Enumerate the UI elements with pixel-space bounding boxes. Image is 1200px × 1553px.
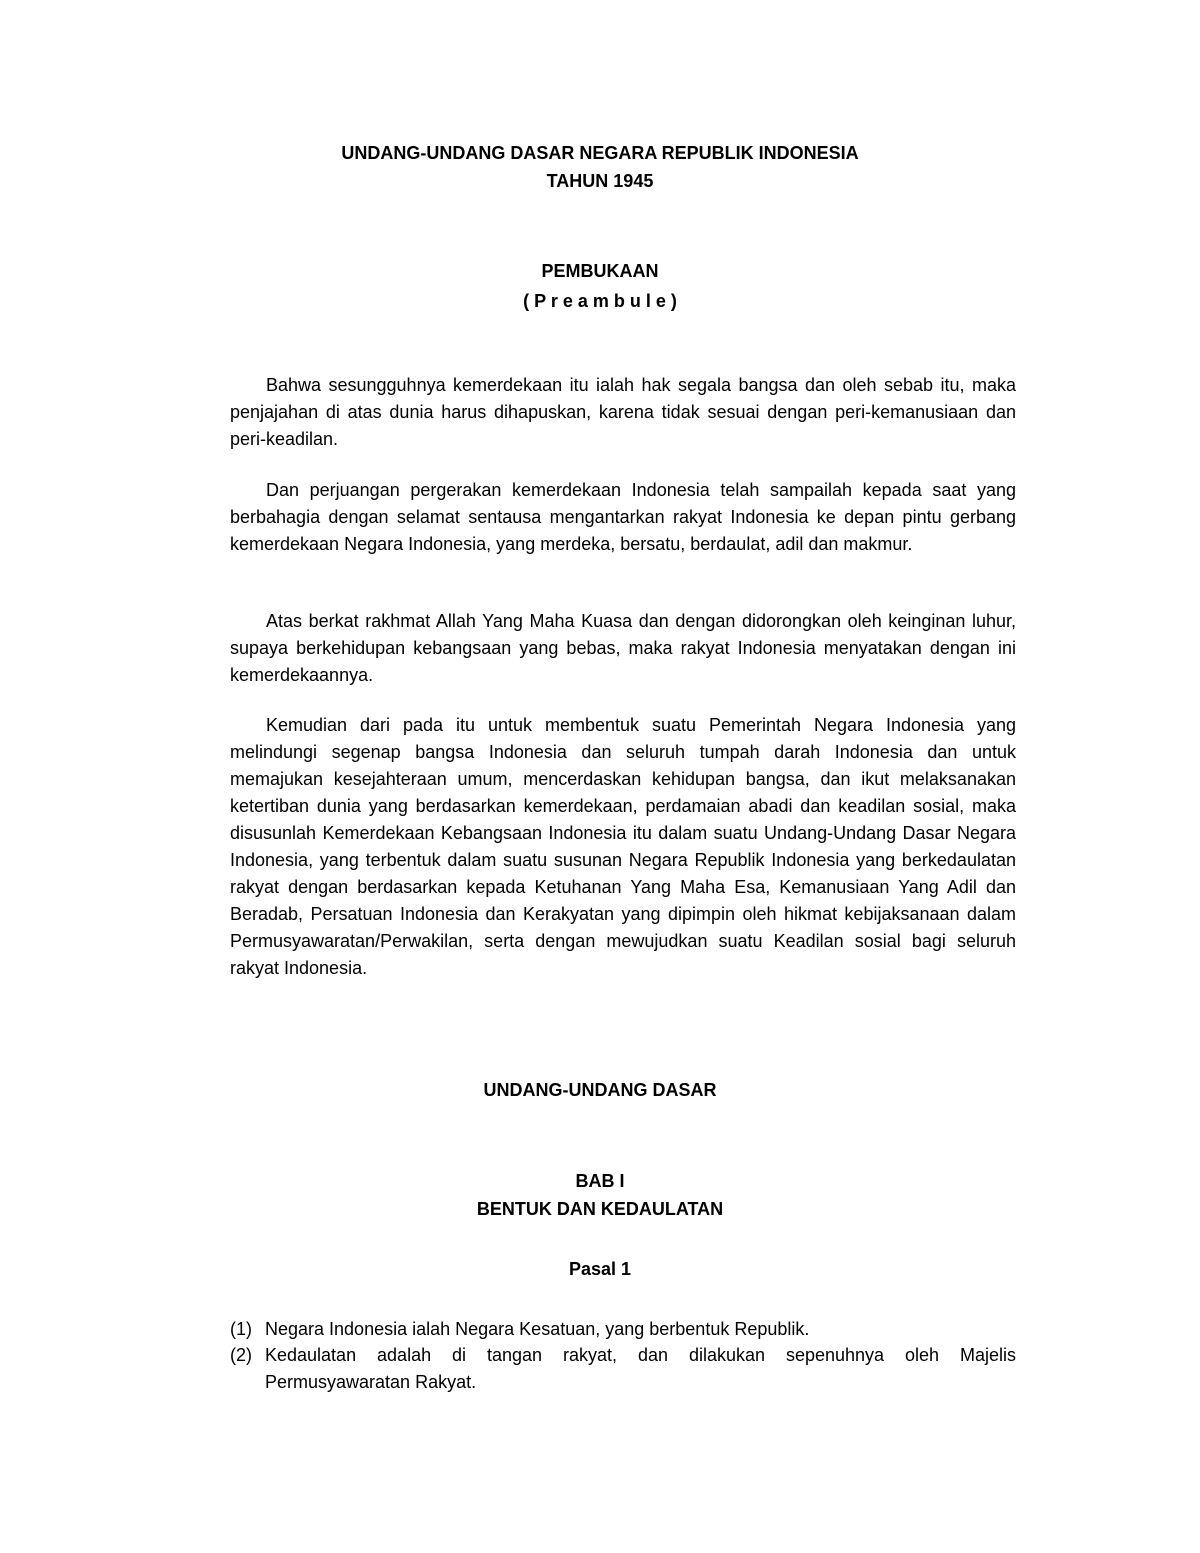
preamble-heading: PEMBUKAAN — [541, 261, 659, 281]
clause-text: Kedaulatan adalah di tangan rakyat, dan dilakukan sepenuhnya oleh Majelis Permusyawaratan Rakyat. — [265, 1345, 1016, 1392]
preamble-paragraph-4: Kemudian dari pada itu untuk membentuk suatu Pemerintah Negara Indonesia yang melindungi segenap bangsa Indonesia dan seluruh tumpah darah Indonesia dan untuk memajukan kesejahteraan umum, mencerdaskan kehidupan bangsa, dan ikut melaksanakan ketertiban dunia yang berdasarkan kemerdekaan, perdamaian abadi dan keadilan sosial, maka disusunlah Kemerdekaan Kebangsaan Indonesia itu dalam suatu Undang-Undang Dasar Negara Indonesia, yang terbentuk dalam suatu susunan Negara Republik Indonesia yang berkedaulatan rakyat dengan berdasarkan kepada Ketuhanan Yang Maha Esa, Kemanusiaan Yang Adil dan Beradab, Persatuan Indonesia dan Kerakyatan yang dipimpin oleh hikmat kebijaksanaan dalam Permusyawaratan/Perwakilan, serta dengan mewujudkan suatu Keadilan sosial bagi seluruh rakyat Indonesia. — [230, 715, 1016, 978]
clause-number: (2) — [230, 1345, 252, 1365]
article-title: Pasal 1 — [568, 1259, 632, 1279]
preamble-paragraph-2: Dan perjuangan pergerakan kemerdekaan Indonesia telah sampailah kepada saat yang berbahagia dengan selamat sentausa mengantarkan rakyat Indonesia ke depan pintu gerbang kemerdekaan Negara Indonesia, yang merdeka, bersatu, berdaulat, adil dan makmur. — [230, 480, 1016, 554]
chapter-number: BAB I — [575, 1171, 625, 1191]
preamble-paragraph-1: Bahwa sesungguhnya kemerdekaan itu ialah hak segala bangsa dan oleh sebab itu, maka penjajahan di atas dunia harus dihapuskan, karena tidak sesuai dengan peri-kemanusiaan dan peri-keadilan. — [230, 375, 1016, 449]
preamble-subheading: ( P r e a m b u l e ) — [523, 291, 677, 311]
clause-text: Negara Indonesia ialah Negara Kesatuan, yang berbentuk Republik. — [265, 1319, 810, 1339]
preamble-paragraph-3: Atas berkat rakhmat Allah Yang Maha Kuasa dan dengan didorongkan oleh keinginan luhur, supaya berkehidupan kebangsaan yang bebas, maka rakyat Indonesia menyatakan dengan ini kemerdekaannya. — [230, 611, 1016, 685]
chapter-title: BENTUK DAN KEDAULATAN — [476, 1199, 724, 1219]
document-title: UNDANG-UNDANG DASAR NEGARA REPUBLIK INDONESIA — [341, 143, 859, 163]
clause-number: (1) — [230, 1319, 252, 1339]
document-year: TAHUN 1945 — [546, 171, 654, 191]
constitution-heading: UNDANG-UNDANG DASAR — [483, 1080, 717, 1100]
clause-1 — [230, 1316, 1016, 1343]
clause-2 — [230, 1342, 1016, 1396]
